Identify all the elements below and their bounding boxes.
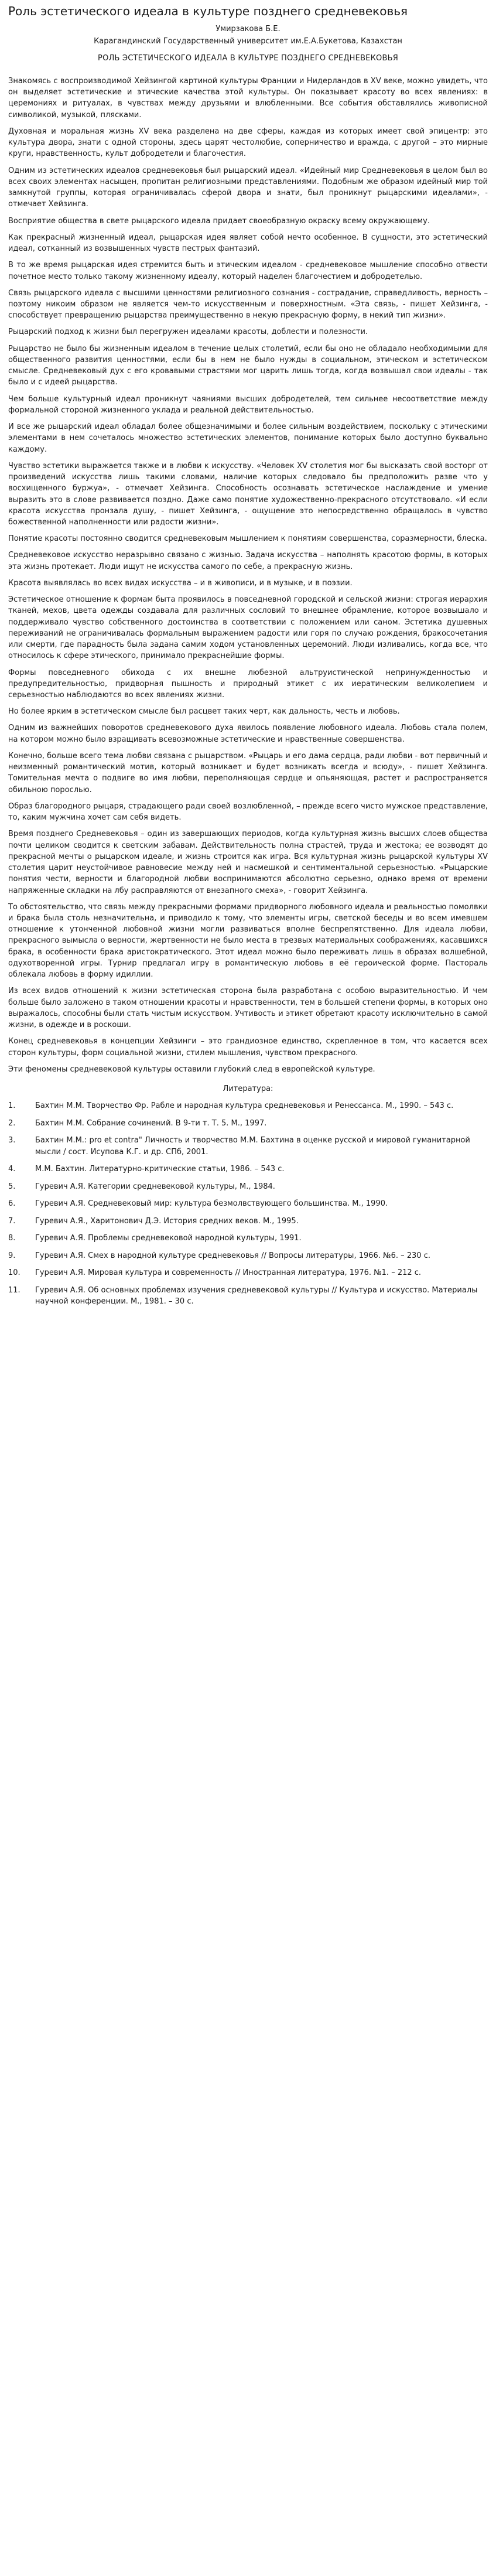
body-paragraph: Конец средневековья в концепции Хейзинги – это грандиозное единство, скрепленное в том, что касается всех сторон культуры, форм социальной жизни, стилем мышления, чувством прекрасного.	[8, 1037, 488, 1057]
body-paragraph: Конечно, больше всего тема любви связана с рыцарством. «Рыцарь и его дама сердца, ради любви - вот первичный и неизменный романтический мотив, который возникает и будет возникать всегда и всюду», - пишет Хейзинга. Томительная мечта о подвиге во имя любви, переполняющая сердце и опьяняющая, растет и распространяется обильною порослью.	[8, 751, 488, 794]
reference-number: 9.	[8, 1251, 16, 1260]
body-paragraph: Как прекрасный жизненный идеал, рыцарская идея являет собой нечто особенное. В сущности, это эстетический идеал, сотканный из возвышенных чувств пестрых фантазий.	[8, 233, 488, 254]
reference-number: 8.	[8, 1234, 16, 1243]
reference-number: 4.	[8, 1165, 16, 1174]
body-paragraph: Одним из важнейших поворотов средневекового духа явилось появление любовного идеала. Любовь стала полем, на котором можно было взращивать всевозможные эстетические и нравственные совершенства.	[8, 724, 488, 744]
body-paragraph: Понятие красоты постоянно сводится средневековым мышлением к понятиям совершенства, соразмерности, блеска.	[8, 534, 487, 544]
reference-item	[8, 1164, 488, 1175]
reference-number: 3.	[8, 1136, 16, 1145]
reference-text: Бахтин М.М.: pro et contra" Личность и творчество М.М. Бахтина в оценке русской и мировой гуманитарной мысли / сост. Исупова К.Г. и др. СПб, 2001.	[35, 1136, 470, 1156]
reference-item	[8, 1250, 488, 1262]
references-list	[8, 1100, 488, 1308]
body-paragraph: Рыцарство не было бы жизненным идеалом в течение целых столетий, если бы оно не обладало необходимыми для общественного развития ценностями, если бы в нем не было нужды в социальном, этическом и эстетическом смысле. Средневековый дух с его кровавыми страстями мог царить лишь тогда, когда возвышал свои идеалы - так было и с идеей рыцарства.	[8, 344, 488, 387]
body-paragraph: Знакомясь с воспроизводимой Хейзингой картиной культуры Франции и Нидерландов в XV веке, можно увидеть, что он выделяет эстетические и этические качества этой культуры. Он показывает красоту во всех явлениях: в церемониях и ритуалах, в чувствах между друзьями и влюбленными. Все события обставлялись живописной символикой, музыкой, плясками.	[8, 77, 488, 120]
body-paragraph: Эстетическое отношение к формам быта проявилось в повседневной городской и сельской жизни: строгая иерархия тканей, мехов, цвета одежды создавала для различных сословий то внешнее обрамление, которое возвышало и поддерживало чувство собственного достоинства в соответствии с положением или саном. Эстетика душевных переживаний не ограничивалась формальным выражением радости или горя по случаю рождения, бракосочетания или смерти, где парадность была задана самим ходом установленных церемоний. Люди изливались, когда все, что относилось к сфере этического, принимало прекраснейшие формы.	[8, 595, 488, 661]
reference-number: 1.	[8, 1101, 16, 1111]
body-paragraph: То обстоятельство, что связь между прекрасными формами придворного любовного идеала и реальностью помолвки и брака была столь незначительна, и приводило к тому, что элементы игры, светской беседы и во всем имевшем отношение к утонченной любовной жизни могли развиваться вполне беспрепятственно. Для идеала любви, прекрасного вымысла о верности, жертвенности не было места в трезвых материальных соображениях, касавшихся брака, в особенности брака аристократического. Этот идеал можно было переживать лишь в образах волшебной, одухотворенной игры. Турнир предлагал игру в романтическую любовь в её героической форме. Пастораль облекала любовь в форму идиллии.	[8, 902, 488, 980]
reference-text: Гуревич А.Я. Мировая культура и современность // Иностранная литература, 1976. №1. – 212 с.	[35, 1268, 422, 1278]
body-paragraph: И все же рыцарский идеал обладал более общезначимыми и более сильным воздействием, поскольку с этическими элементами в нем сочеталось множество эстетических элементов, понимание которых было доступно буквально каждому.	[8, 422, 488, 454]
reference-text: М.М. Бахтин. Литературно-критические статьи, 1986. – 543 с.	[35, 1165, 285, 1174]
body-paragraph: Чувство эстетики выражается также и в любви к искусству. «Человек XV столетия мог бы высказать свой восторг от произведений искусства лишь такими словами, наличие которых следовало бы предположить разве что у восхищенного буржуа», - отмечает Хейзинга. Способность осознавать эстетическое наслаждение и умение выразить это в слове развивается поздно. Даже само понятие художественно-прекрасного отсутствовало. «И если красота искусства пронзала душу, - пишет Хейзинга, - ощущение это непосредственно обращалось в чувство божественной наполненности или радости жизни».	[8, 461, 488, 527]
reference-text: Бахтин М.М. Собрание сочинений. В 9-ти т. Т. 5. М., 1997.	[35, 1118, 267, 1128]
reference-number: 6.	[8, 1199, 16, 1209]
reference-item	[8, 1198, 488, 1210]
reference-item	[8, 1233, 488, 1244]
body-paragraph: Духовная и моральная жизнь XV века разделена на две сферы, каждая из которых имеет свой эпицентр: это культура двора, знати с одной стороны, здесь царят честолюбие, соперничество и вражда, с другой – это мирные круги, нравственность, культ добродетели и благочестия.	[8, 127, 488, 159]
body-paragraph: Но более ярким в эстетическом смысле был расцвет таких черт, как дальность, честь и любовь.	[8, 707, 400, 716]
references-heading: Литература:	[223, 1084, 273, 1094]
reference-text: Гуревич А.Я., Харитонович Д.Э. История средних веков. М., 1995.	[35, 1216, 299, 1226]
body-paragraph: Одним из эстетических идеалов средневековья был рыцарский идеал. «Идейный мир Средневековья в целом был во всех своих элементах насыщен, пропитан религиозными представлениями. Подобным же образом идейный мир той замкнутой группы, которая ограничивалась сферой двора и знати, был проникнут рыцарскими идеалами», - отмечает Хейзинга.	[8, 166, 488, 209]
reference-text: Гуревич А.Я. Средневековый мир: культура безмолвствующего большинства. М., 1990.	[35, 1199, 388, 1209]
body-paragraph: Чем больше культурный идеал проникнут чаяниями высших добродетелей, тем сильнее несоответствие между формальной стороной жизненного уклада и реальной действительностью.	[8, 394, 488, 415]
body-paragraph: Образ благородного рыцаря, страдающего ради своей возлюбленной, – прежде всего чисто мужское представление, то, каким мужчина хочет сам себя видеть.	[8, 801, 488, 823]
reference-item	[8, 1285, 488, 1308]
reference-number: 7.	[8, 1216, 16, 1226]
reference-item	[8, 1100, 488, 1112]
body-paragraph: Связь рыцарского идеала с высшими ценностями религиозного сознания - сострадание, справедливость, верность – поэтому никоим образом не является чем-то искусственным и поверхностным. «Эта связь, - пишет Хейзинга, - способствует превращению рыцарства преимущественно в некую прекрасную форму, в некий тип жизни».	[8, 288, 488, 320]
reference-item	[8, 1216, 488, 1227]
affiliation: Карагандинский Государственный университет им.Е.А.Букетова, Казахстан	[94, 37, 402, 46]
body-paragraph: Из всех видов отношений к жизни эстетическая сторона была разработана с особою выразительностью. И чем больше было заложено в таком отношении красоты и нравственности, тем в большей степени формы, в которых оно выражалось, способны были стать чистым искусством. Учтивость и этикет обретают красоту исключительно в самой жизни, в одежде и в роскоши.	[8, 987, 488, 1030]
reference-number: 5.	[8, 1182, 16, 1191]
reference-item	[8, 1267, 488, 1279]
reference-item	[8, 1181, 488, 1193]
reference-text: Гуревич А.Я. Смех в народной культуре средневековья // Вопросы литературы, 1966. №6. – 230 с.	[35, 1251, 430, 1260]
body-paragraph: В то же время рыцарская идея стремится быть и этическим идеалом - средневековое мышление способно отвести почетное место только такому жизненному идеалу, который наделен благочестием и добродетелью.	[8, 261, 488, 281]
reference-number: 10.	[8, 1268, 20, 1278]
reference-item	[8, 1135, 488, 1158]
body-paragraph: Средневековое искусство неразрывно связано с жизнью. Задача искусства – наполнять красотою формы, в которых эта жизнь протекает. Люди ищут не искусства самого по себе, а прекрасную жизнь.	[8, 551, 488, 571]
reference-item	[8, 1118, 488, 1130]
reference-text: Бахтин М.М. Творчество Фр. Рабле и народная культура средневековья и Ренессанса. М., 1990. – 543 с.	[35, 1101, 454, 1111]
body-paragraph: Рыцарский подход к жизни был перегружен идеалами красоты, доблести и полезности.	[8, 327, 368, 337]
article-heading: РОЛЬ ЭСТЕТИЧЕСКОГО ИДЕАЛА В КУЛЬТУРЕ ПОЗДНЕГО СРЕДНЕВЕКОВЬЯ	[98, 54, 398, 63]
reference-number: 11.	[8, 1285, 20, 1295]
reference-text: Гуревич А.Я. Проблемы средневековой народной культуры, 1991.	[35, 1234, 302, 1243]
reference-number: 2.	[8, 1118, 16, 1128]
article-body	[8, 76, 488, 1075]
body-paragraph: Восприятие общества в свете рыцарского идеала придает своеобразную окраску всему окружающему.	[8, 216, 430, 226]
body-paragraph: Красота выявлялась во всех видах искусства – и в живописи, и в музыке, и в поэзии.	[8, 578, 353, 588]
body-paragraph: Формы повседневного обихода с их внешне любезной альтруистической непринужденностью и предупредительностью, придворная пышность и природный этикет с их иератическим великолепием и серьезностью наблюдаются во всех явлениях жизни.	[8, 668, 488, 700]
reference-text: Гуревич А.Я. Об основных проблемах изучения средневековой культуры // Культура и искусство. Материалы научной конференции. М., 1981. – 30 с.	[35, 1285, 478, 1306]
body-paragraph: Эти феномены средневековой культуры оставили глубокий след в европейской культуре.	[8, 1064, 375, 1074]
body-paragraph: Время позднего Средневековья – один из завершающих периодов, когда культурная жизнь высших слоев общества почти целиком сводится к светским забавам. Действительность полна страстей, труда и жестока; ее возводят до прекрасной мечты о рыцарском идеале, и жизнь строится как игра. Вся культурная жизнь рыцарской культуры XV столетия царит неустойчивое равновесие между ней и насмешкой и сентиментальной серьезностью. «Рыцарские понятия чести, верности и благородной любви воспринимаются абсолютно серьезно, однако время от времени напряженные складки на лбу расправляются от внезапного смеха», - говорит Хейзинга.	[8, 830, 488, 895]
author-name: Умирзакова Б.Е.	[215, 25, 281, 33]
reference-text: Гуревич А.Я. Категории средневековой культуры, М., 1984.	[35, 1182, 275, 1191]
page-title: Роль эстетического идеала в культуре позднего средневековья	[8, 4, 408, 18]
